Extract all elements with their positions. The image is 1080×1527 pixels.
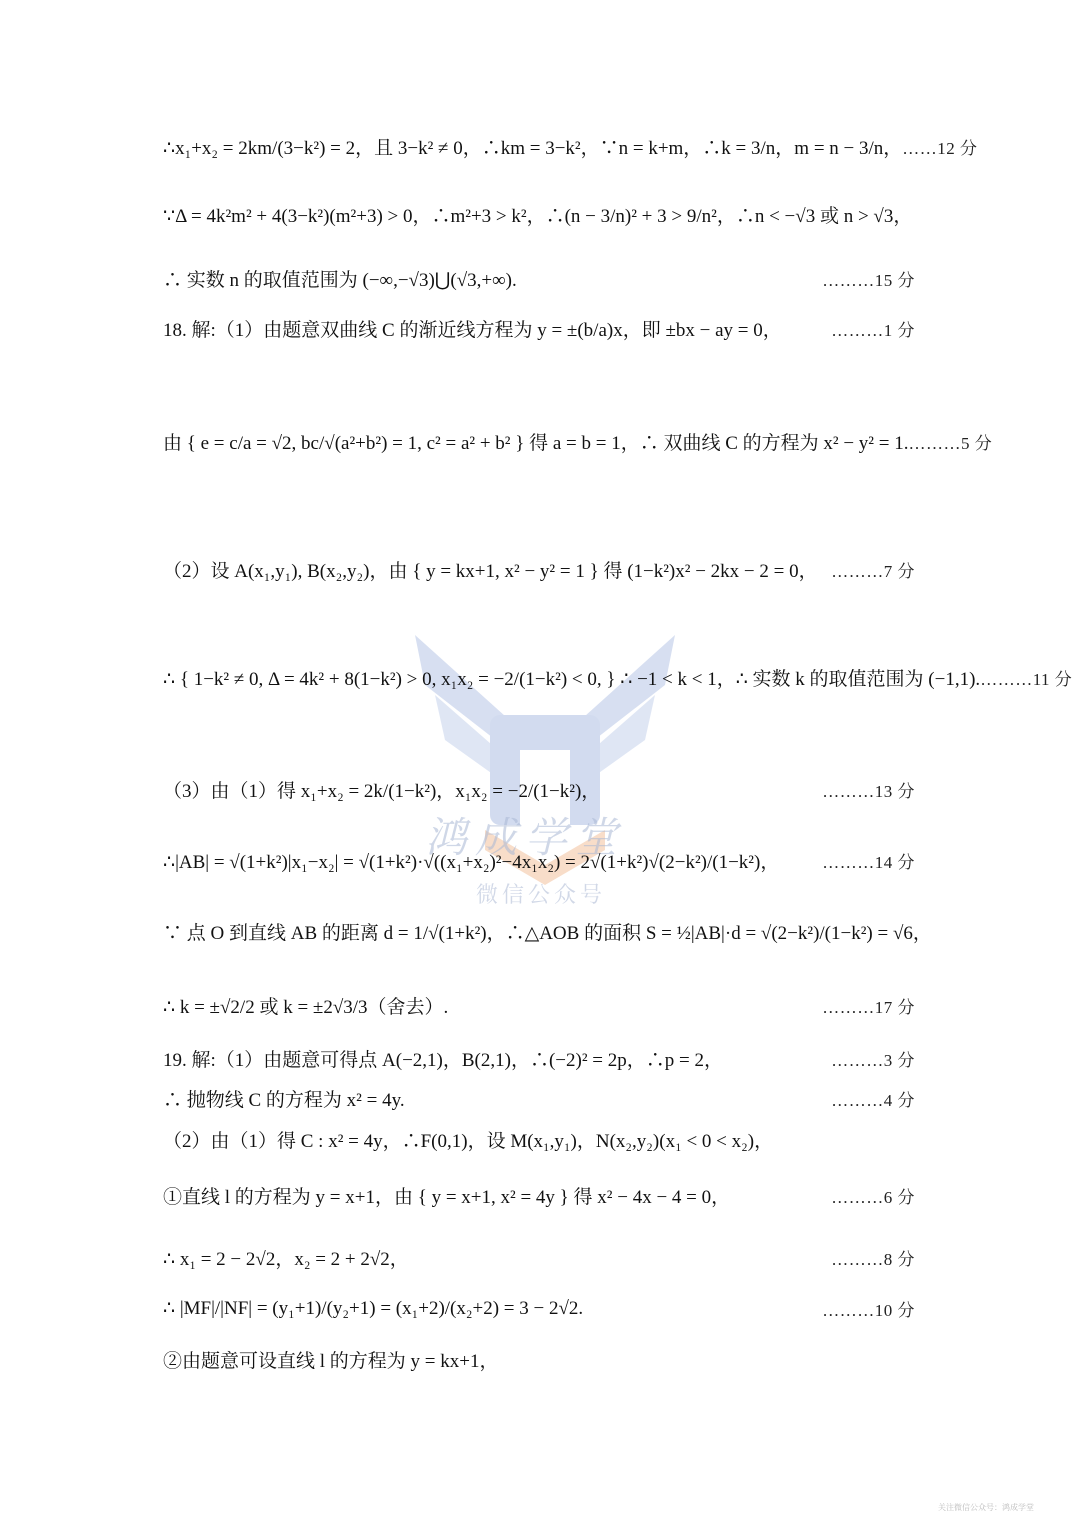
line-14-content: （2）由（1）得 C : x² = 4y，∴F(0,1)，设 M(x₁,y₁)，N(x₂,y₂)(x₁ < 0 < x₂)， [163,1131,774,1152]
line-18-content: ②由题意可设直线 l 的方程为 y = kx+1， [163,1351,499,1372]
line-12-content: 19. 解:（1）由题意可得点 A(−2,1)，B(2,1)，∴(−2)² = 2p，∴p = 2， [163,1050,723,1071]
line-5 [163,428,993,455]
line-1 [163,133,978,160]
line-6-content: （2）设 A(x₁,y₁), B(x₂,y₂)，由 { y = kx+1, x² − y² = 1 } 得 (1−k²)x² − 2kx − 2 = 0， [163,561,818,582]
line-7-content: ∴ { 1−k² ≠ 0, Δ = 4k² + 8(1−k²) > 0, x₁x₂ = −2/(1−k²) < 0, } ∴ −1 < k < 1，∴ 实数 k 的取值范围为 (−1,1). [163,669,981,690]
line-15 [163,1182,915,1209]
line-9-score: ………14 分 [822,853,915,872]
line-8 [163,776,915,803]
line-11-score: ………17 分 [822,998,915,1017]
line-10 [163,918,932,945]
line-12-score: ………3 分 [831,1051,915,1070]
line-11 [163,992,915,1019]
line-3-content: ∴ 实数 n 的取值范围为 (−∞,−√3)⋃(√3,+∞). [163,270,517,291]
line-7 [163,664,1073,691]
line-6 [163,556,915,583]
line-4-content: 18. 解:（1）由题意双曲线 C 的渐近线方程为 y = ±(b/a)x，即 ±bx − ay = 0， [163,320,782,341]
line-16-content: ∴ x₁ = 2 − 2√2，x₂ = 2 + 2√2， [163,1249,409,1270]
line-13-content: ∴ 抛物线 C 的方程为 x² = 4y. [163,1090,405,1111]
line-10-content: ∵ 点 O 到直线 AB 的距离 d = 1/√(1+k²)，∴△AOB 的面积 S = ½|AB|·d = √(2−k²)/(1−k²) = √6， [163,923,932,944]
line-8-score: ………13 分 [822,782,915,801]
line-3 [163,265,915,292]
line-4 [163,315,915,342]
line-13-score: ………4 分 [831,1091,915,1110]
line-12 [163,1045,915,1072]
line-3-score: ………15 分 [822,271,915,290]
line-4-score: ………1 分 [831,321,915,340]
line-8-content: （3）由（1）得 x₁+x₂ = 2k/(1−k²)，x₁x₂ = −2/(1−k²)， [163,781,601,802]
line-1-score: ……12 分 [902,139,978,158]
footer-note: 关注微信公众号：鸿成学堂 [938,1503,1034,1512]
line-1-content: ∴x₁+x₂ = 2km/(3−k²) = 2，且 3−k² ≠ 0，∴km = 3−k²，∵n = k+m，∴k = 3/n，m = n − 3/n， [163,138,903,159]
line-17-score: ………10 分 [822,1301,915,1320]
watermark-subtext: 微信公众号 [476,882,607,907]
line-11-content: ∴ k = ±√2/2 或 k = ±2√3/3（舍去）. [163,997,449,1018]
watermark-text: 鸿成学堂 [425,813,626,862]
line-17 [163,1296,915,1321]
line-14 [163,1126,915,1153]
line-16-score: ………8 分 [831,1250,915,1269]
line-15-content: ①直线 l 的方程为 y = x+1，由 { y = x+1, x² = 4y } 得 x² − 4x − 4 = 0， [163,1187,731,1208]
line-18 [163,1346,915,1373]
line-6-score: ………7 分 [831,562,915,581]
line-5-score: ………5 分 [908,434,993,453]
line-17-content: ∴ |MF|/|NF| = (y₁+1)/(y₂+1) = (x₁+2)/(x₂+2) = 3 − 2√2. [163,1298,584,1319]
line-9-content: ∴|AB| = √(1+k²)|x₁−x₂| = √(1+k²)·√((x₁+x₂)²−4x₁x₂) = 2√(1+k²)√(2−k²)/(1−k²)， [163,852,780,873]
line-7-score: ………11 分 [980,670,1073,689]
line-2-content: ∵Δ = 4k²m² + 4(3−k²)(m²+3) > 0，∴m²+3 > k²，∴(n − 3/n)² + 3 > 9/n²，∴n < −√3 或 n > √3， [163,206,913,227]
line-2 [163,201,915,228]
line-16 [163,1244,915,1271]
line-5-content: 由 { e = c/a = √2, bc/√(a²+b²) = 1, c² = a² + b² } 得 a = b = 1，∴ 双曲线 C 的方程为 x² − y² = 1. [163,433,909,454]
line-9 [163,847,915,874]
line-15-score: ………6 分 [831,1188,915,1207]
line-13 [163,1085,915,1112]
